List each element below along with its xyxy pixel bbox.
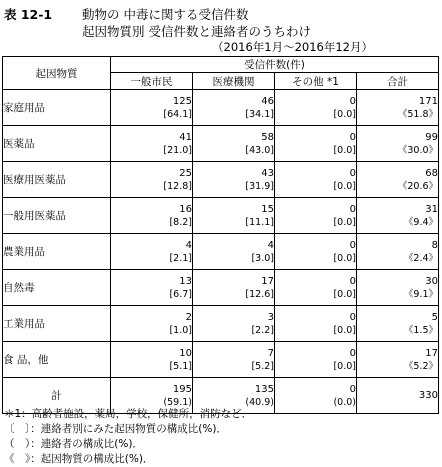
footnote: （ ）：連絡者の構成比(%)．: [4, 438, 143, 450]
row-label: 自然毒: [3, 270, 111, 306]
cell: 17 《5.2》: [357, 342, 439, 378]
cell: 3 [2.2]: [193, 306, 275, 342]
footnotes: [4, 407, 252, 467]
footnote: 〔 〕：連絡者別にみた起因物質の構成比(%)．: [4, 423, 227, 435]
poisoning-table: [2, 56, 439, 414]
cell: 0 [0.0]: [275, 270, 357, 306]
cell: 30 《9.1》: [357, 270, 439, 306]
cell: 8 《2.4》: [357, 234, 439, 270]
title-line-2: 起因物質別 受信件数と連絡者のうちわけ: [82, 24, 311, 39]
cell: 58 [43.0]: [193, 126, 275, 162]
cell: 15 [11.1]: [193, 198, 275, 234]
table-row: [3, 162, 439, 198]
cell: 68 《20.6》: [357, 162, 439, 198]
cell: 0 [0.0]: [275, 198, 357, 234]
header-category: 起因物質: [3, 57, 111, 90]
cell: 330: [357, 378, 439, 414]
row-label: 計: [3, 378, 111, 414]
cell: 7 [5.2]: [193, 342, 275, 378]
cell: 4 [3.0]: [193, 234, 275, 270]
table-row: [3, 198, 439, 234]
table-row: [3, 342, 439, 378]
row-label: 一般用医薬品: [3, 198, 111, 234]
col-header-public: 一般市民: [111, 73, 193, 90]
table-number: 表 12-1: [4, 7, 53, 22]
table-row: [3, 126, 439, 162]
row-label: 医薬品: [3, 126, 111, 162]
row-label: 農業用品: [3, 234, 111, 270]
col-header-medical: 医療機関: [193, 73, 275, 90]
cell: 195 (59.1): [111, 378, 193, 414]
cell: 46 [34.1]: [193, 90, 275, 126]
cell: 16 [8.2]: [111, 198, 193, 234]
cell: 0 [0.0]: [275, 126, 357, 162]
cell: 0 [0.0]: [275, 306, 357, 342]
row-label: 医療用医薬品: [3, 162, 111, 198]
cell: 43 [31.9]: [193, 162, 275, 198]
title-period: （2016年1月～2016年12月）: [212, 40, 373, 54]
col-header-total: 合計: [357, 73, 439, 90]
cell: 2 [1.0]: [111, 306, 193, 342]
cell: 31 《9.4》: [357, 198, 439, 234]
row-label: 食 品，他: [3, 342, 111, 378]
footnote: ＊1：高齢者施設，薬局，学校，保健所，消防など．: [4, 408, 253, 420]
title-line-1: [4, 5, 248, 23]
cell: 135 (40.9): [193, 378, 275, 414]
cell: 0 [0.0]: [275, 342, 357, 378]
header-group: 受信件数(件): [111, 57, 439, 73]
cell: 41 [21.0]: [111, 126, 193, 162]
cell: 13 [6.7]: [111, 270, 193, 306]
row-label: 家庭用品: [3, 90, 111, 126]
footnote: 《 》：起因物質の構成比(%)．: [4, 453, 154, 465]
cell: 25 [12.8]: [111, 162, 193, 198]
cell: 0 (0.0): [275, 378, 357, 414]
table-row: [3, 90, 439, 126]
cell: 171 《51.8》: [357, 90, 439, 126]
title-main: 動物の 中毒に関する受信件数: [82, 7, 249, 22]
cell: 17 [12.6]: [193, 270, 275, 306]
cell: 125 [64.1]: [111, 90, 193, 126]
table-row: [3, 270, 439, 306]
row-label: 工業用品: [3, 306, 111, 342]
table-row: [3, 234, 439, 270]
col-header-other: その他 *1: [275, 73, 357, 90]
cell: 4 [2.1]: [111, 234, 193, 270]
table-row: [3, 306, 439, 342]
cell: 10 [5.1]: [111, 342, 193, 378]
cell: 0 [0.0]: [275, 162, 357, 198]
cell: 5 《1.5》: [357, 306, 439, 342]
cell: 99 《30.0》: [357, 126, 439, 162]
cell: 0 [0.0]: [275, 90, 357, 126]
cell: 0 [0.0]: [275, 234, 357, 270]
